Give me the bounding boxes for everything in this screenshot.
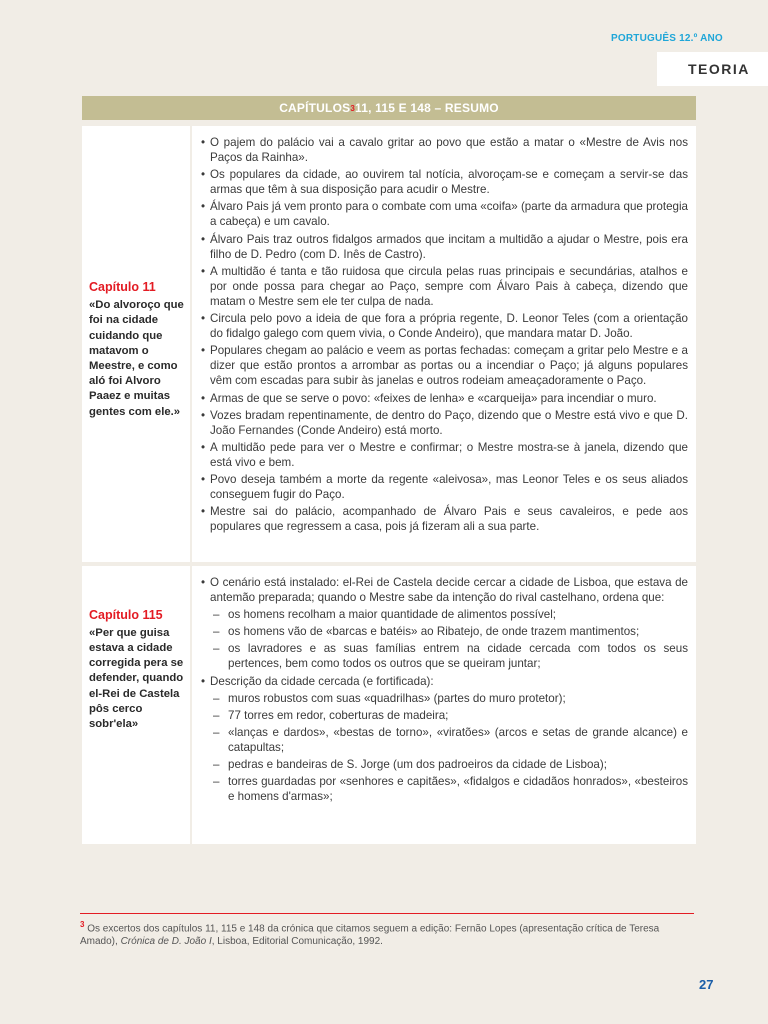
chapter-cell <box>82 566 190 844</box>
chapter-title: Capítulo 115 <box>89 607 163 622</box>
summary-item: • Circula pelo povo a ideia de que fora a própria regente, D. Leonor Teles (com a orientação do fidalgo galego com quem vivia, o Conde Andeiro), que mandara matar D. João. <box>201 311 688 341</box>
summary-item: • Populares chegam ao palácio e veem as portas fechadas: começam a gritar pelo Mestre e a dizer que estão prontos a arrombar as portas ou a incendiar o Paço; já alguns populares vêm com escadas para subir às janelas e outros rodeiam ameaçadoramente o Paço. <box>201 343 688 388</box>
summary-item: • A multidão é tanta e tão ruidosa que circula pelas ruas principais e secundárias, atalhos e por onde possa para chegar ao Paço, sempre com Álvaro Pais à cabeça, dizendo que matam o Mestre sem ele ter culpa de nada. <box>201 264 688 309</box>
summary-list <box>201 575 688 804</box>
footnote-divider <box>80 913 694 914</box>
summary-item-text: O cenário está instalado: el-Rei de Castela decide cercar a cidade de Lisboa, que estava de antemão preparada; quando o Mestre sabe da intenção do rival castelhano, ordena que: <box>210 576 688 605</box>
sub-item: – «lanças e dardos», «bestas de torno», «viratões» (arcos e setas de grande alcance) e catapultas; <box>210 725 688 755</box>
footnote-book-title: Crónica de D. João I <box>120 936 212 948</box>
table-title <box>82 96 696 120</box>
footnote-text-after: , Lisboa, Editorial Comunicação, 1992. <box>211 936 383 948</box>
chapter-quote: «Do alvoroço que foi na cidade cuidando que matavom o Meestre, e como aló foi Alvoro Paaez e muitas gentes com ele.» <box>89 299 184 418</box>
summary-item: • O pajem do palácio vai a cavalo gritar ao povo que estão a matar o «Mestre de Avis nos Paços da Rainha». <box>201 135 688 165</box>
summary-item: • Os populares da cidade, ao ouvirem tal notícia, alvoroçam-se e começam a servir-se das armas que têm à sua disposição para acudir o Mestre. <box>201 167 688 197</box>
table-title-prefix: CAPÍTULOS <box>279 101 351 115</box>
sub-list <box>210 691 688 805</box>
sub-list <box>210 607 688 671</box>
sub-item: – os homens vão de «barcas e batéis» ao Ribatejo, de onde trazem mantimentos; <box>210 624 688 639</box>
footnote <box>80 918 694 948</box>
sub-item: – torres guardadas por «senhores e capitães», «fidalgos e cidadãos honrados», «besteiros e homens d'armas»; <box>210 774 688 804</box>
summary-item: • Vozes bradam repentinamente, de dentro do Paço, dizendo que o Mestre está vivo e que D. João Fernandes (Conde Andeiro) está morto. <box>201 408 688 438</box>
summary-item: • Armas de que se serve o povo: «feixes de lenha» e «carqueija» para incendiar o muro. <box>201 391 688 406</box>
summary-list <box>201 135 688 534</box>
summary-item <box>201 575 688 672</box>
sub-item: – pedras e bandeiras de S. Jorge (um dos padroeiros da cidade de Lisboa); <box>210 757 688 772</box>
chapter-quote: «Per que guisa estava a cidade corregida pera se defender, quando el-Rei de Castela pôs cerco sobr'ela» <box>89 626 184 730</box>
summary-item: • A multidão pede para ver o Mestre e confirmar; o Mestre mostra-se à janela, dizendo que está vivo e bem. <box>201 440 688 470</box>
chapter-title: Capítulo 11 <box>89 280 156 295</box>
sub-item: – muros robustos com suas «quadrilhas» (partes do muro protetor); <box>210 691 688 706</box>
chapter-cell <box>82 126 190 562</box>
table-title-suffix: 11, 115 E 148 – RESUMO <box>354 101 499 115</box>
table-row-chapter-115 <box>82 566 696 844</box>
summary-cell <box>192 126 696 562</box>
sub-item: – os homens recolham a maior quantidade de alimentos possível; <box>210 607 688 622</box>
summary-item-text: Descrição da cidade cercada (e fortificada): <box>210 674 434 688</box>
footnote-ref[interactable]: 3 <box>350 103 355 113</box>
footnote-marker: 3 <box>80 920 85 929</box>
table-row-chapter-11 <box>82 126 696 562</box>
summary-item <box>201 674 688 805</box>
section-tab: TEORIA <box>657 52 768 86</box>
sub-item: – os lavradores e as suas famílias entrem na cidade cercada com todos os seus pertences, bem como todos os outros que se queiram juntar; <box>210 641 688 671</box>
footnote-text-before: Os excertos dos capítulos 11, 115 e 148 da crónica que citamos seguem a edição: Fernão Lopes (apresentação crítica de Teresa Amado), <box>80 923 660 948</box>
summary-item: • Povo deseja também a morte da regente «aleivosa», mas Leonor Teles e os seus aliados conseguem fugir do Paço. <box>201 472 688 502</box>
sub-item: – 77 torres em redor, coberturas de madeira; <box>210 708 688 723</box>
summary-item: • Álvaro Pais já vem pronto para o combate com uma «coifa» (parte da armadura que protegia a cabeça) e um cavalo. <box>201 199 688 229</box>
summary-cell <box>192 566 696 844</box>
summary-item: • Mestre sai do palácio, acompanhado de Álvaro Pais e seus cavaleiros, e pede aos populares que regressem a casa, pois já fizeram ali a sua parte. <box>201 504 688 534</box>
page-number: 27 <box>699 977 714 992</box>
header-subject: PORTUGUÊS 12.º ANO <box>611 33 723 44</box>
summary-item: • Álvaro Pais traz outros fidalgos armados que incitam a multidão a ajudar o Mestre, pois era filho de D. Pedro (com D. Inês de Castro). <box>201 232 688 262</box>
